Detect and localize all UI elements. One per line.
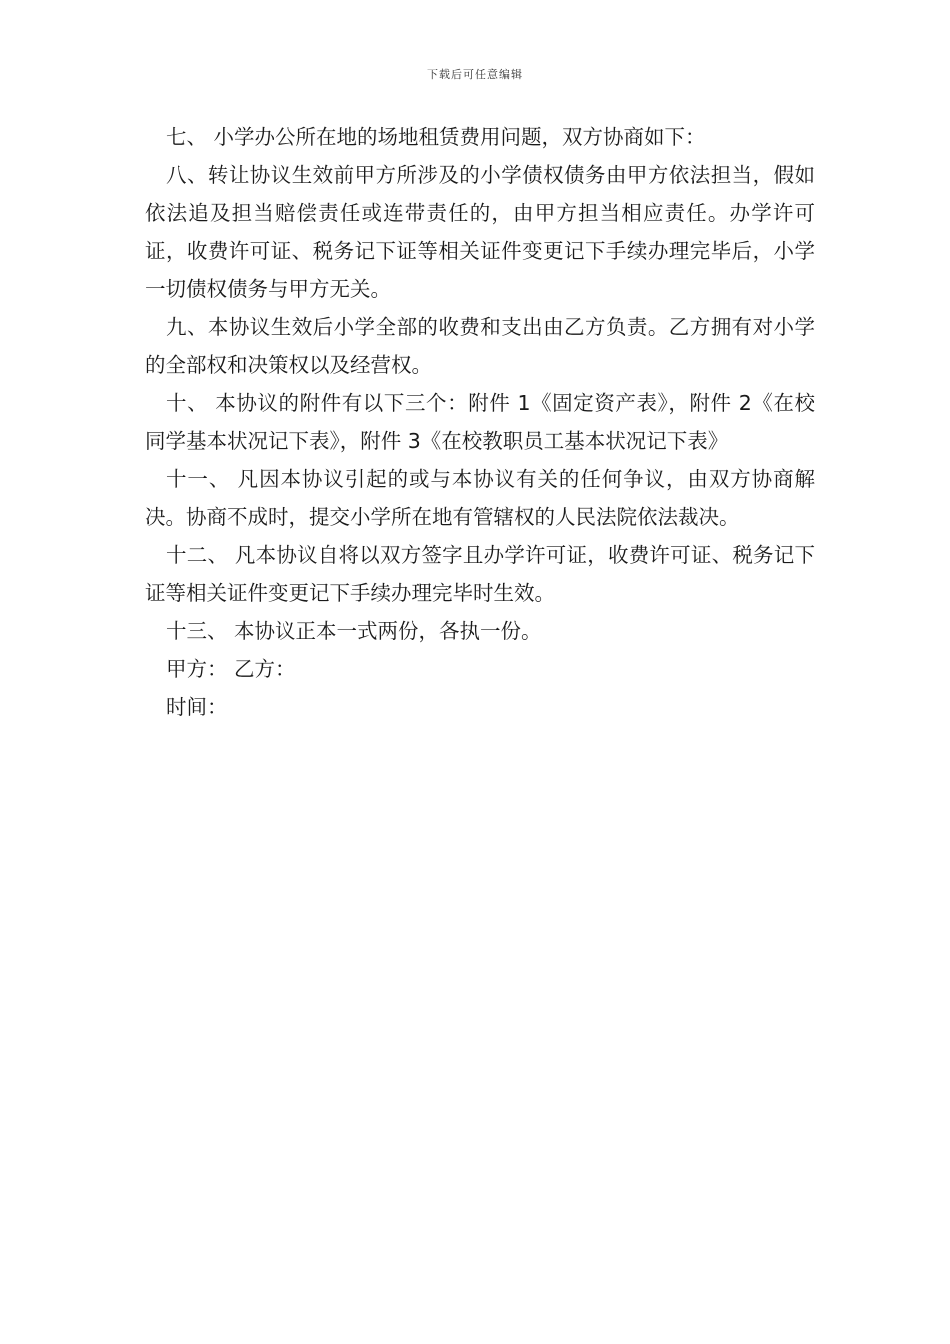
header-note: 下载后可任意编辑 <box>427 68 523 81</box>
clause-11: 十一、 凡因本协议引起的或与本协议有关的任何争议，由双方协商解决。协商不成时，提交小学所在地有管辖权的人民法院依法裁决。 <box>145 467 815 529</box>
clause-8: 八、转让协议生效前甲方所涉及的小学债权债务由甲方依法担当，假如依法追及担当赔偿责任或连带责任的，由甲方担当相应责任。办学许可证，收费许可证、税务记下证等相关证件变更记下手续办理完毕后，小学一切债权债务与甲方无关。 <box>145 163 815 301</box>
clause-10: 十、 本协议的附件有以下三个：附件 1《固定资产表》，附件 2《在校同学基本状况记下表》，附件 3《在校教职员工基本状况记下表》 <box>145 391 815 453</box>
document-body <box>145 118 815 726</box>
signature-date: 时间： <box>166 695 228 719</box>
clause-13: 十三、 本协议正本一式两份，各执一份。 <box>166 619 542 643</box>
clause-7: 七、 小学办公所在地的场地租赁费用问题，双方协商如下： <box>166 125 706 149</box>
clause-9: 九、本协议生效后小学全部的收费和支出由乙方负责。乙方拥有对小学的全部权和决策权以及经营权。 <box>145 315 815 377</box>
signature-parties: 甲方： 乙方： <box>166 657 296 681</box>
clause-12: 十二、 凡本协议自将以双方签字且办学许可证，收费许可证、税务记下证等相关证件变更记下手续办理完毕时生效。 <box>145 543 815 605</box>
